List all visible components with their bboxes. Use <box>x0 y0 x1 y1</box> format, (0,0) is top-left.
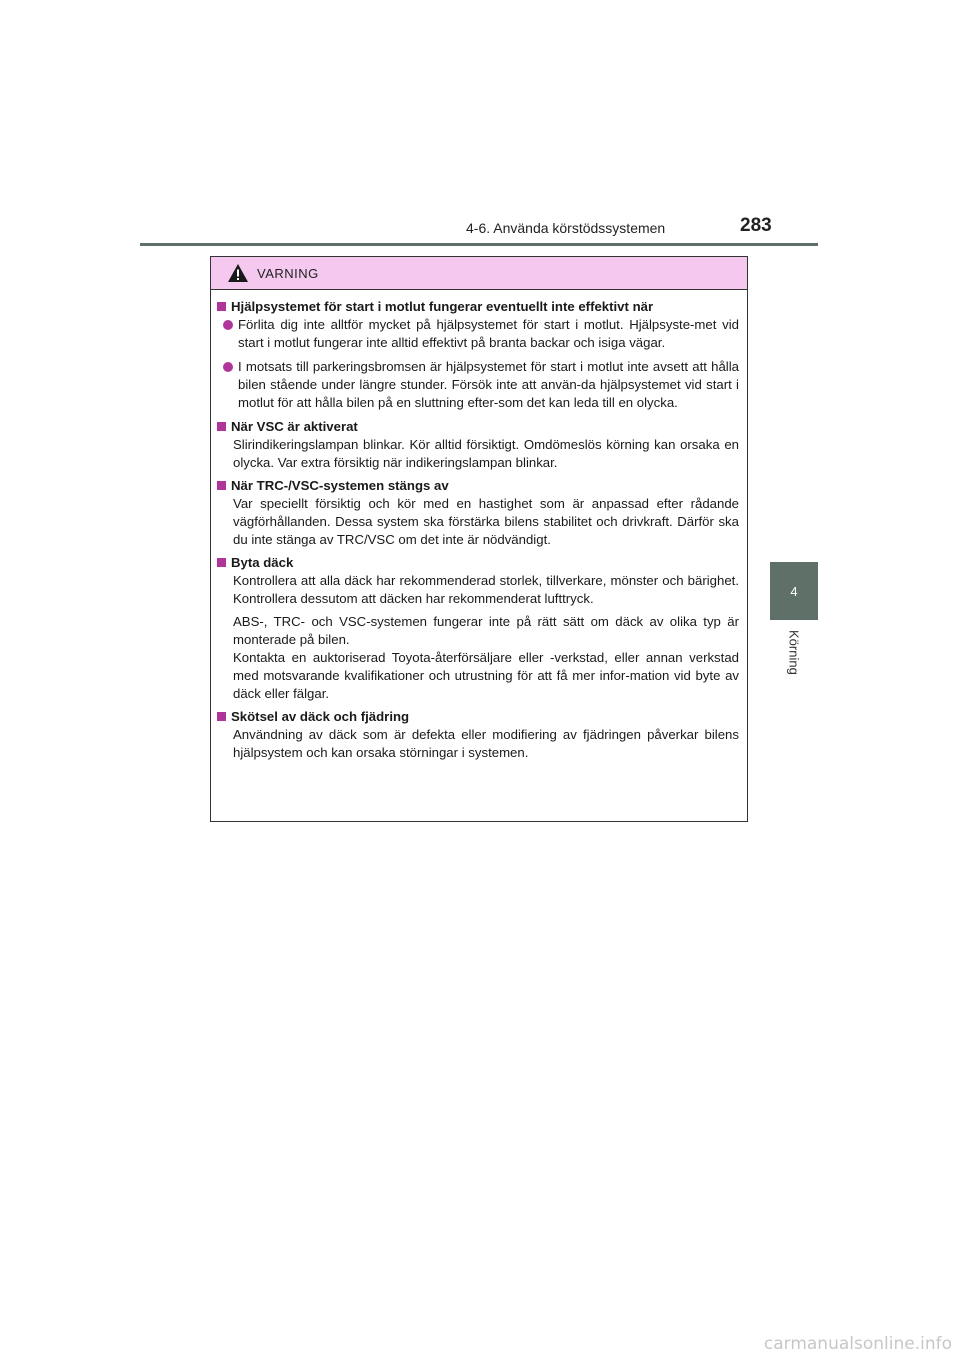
square-bullet-icon <box>217 712 226 721</box>
list-item <box>217 316 739 352</box>
section-paragraph: ABS-, TRC- och VSC-systemen fungerar inte på rätt sätt om däck av olika typ är monterade på bilen. <box>233 614 739 647</box>
list-item-text: I motsats till parkeringsbromsen är hjälpsystemet för start i motlut inte avsett att hålla bilen stående under längre stunder. Försök inte att använ-da hjälpsystemet vid start i motlut för att hålla bilen på en sluttning efter-som det kan leda till en olycka. <box>238 359 739 410</box>
chapter-number: 4 <box>790 583 798 599</box>
warning-triangle-icon <box>227 263 249 283</box>
warning-section-hill-start <box>217 298 739 412</box>
square-bullet-icon <box>217 481 226 490</box>
section-heading: Byta däck <box>231 555 294 570</box>
list-item <box>217 358 739 412</box>
square-bullet-icon <box>217 422 226 431</box>
section-heading: När TRC-/VSC-systemen stängs av <box>231 478 449 493</box>
round-bullet-icon <box>223 320 233 330</box>
warning-title: VARNING <box>257 265 319 281</box>
warning-section-trc-vsc-off <box>217 477 739 549</box>
section-paragraph: Användning av däck som är defekta eller modifiering av fjädringen påverkar bilens hjälpsystem och kan orsaka störningar i systemen. <box>233 727 739 760</box>
warning-body <box>211 290 747 762</box>
page-number: 283 <box>740 215 772 236</box>
section-heading: När VSC är aktiverat <box>231 419 358 434</box>
section-heading: Hjälpsystemet för start i motlut fungerar eventuellt inte effektivt när <box>231 299 654 314</box>
warning-section-tire-suspension <box>217 708 739 762</box>
round-bullet-icon <box>223 362 233 372</box>
section-paragraph: Slirindikeringslampan blinkar. Kör alltid försiktigt. Omdömeslös körning kan orsaka en olycka. Var extra försiktig när indikeringslampan blinkar. <box>233 437 739 470</box>
warning-box <box>210 256 748 822</box>
section-heading: Skötsel av däck och fjädring <box>231 709 410 724</box>
warning-header <box>211 257 747 290</box>
section-paragraph: Var speciellt försiktig och kör med en hastighet som är anpassad efter rådande vägförhållanden. Dessa system ska förstärka bilens stabilitet och drivkraft. Därför ska du inte stänga av TRC/VSC om det inte är nödvändigt. <box>233 496 739 547</box>
section-paragraph: Kontrollera att alla däck har rekommenderad storlek, tillverkare, mönster och bärighet. Kontrollera dessutom att däcken har rekommenderat lufttryck. <box>233 573 739 606</box>
warning-section-vsc-active <box>217 418 739 472</box>
chapter-tab <box>770 562 818 620</box>
section-paragraph: Kontakta en auktoriserad Toyota-återförsäljare eller -verkstad, eller annan verkstad med motsvarande kvalifikationer och utrustning för att få mer infor-mation vid byte av däck eller fälgar. <box>233 650 739 701</box>
list-item-text: Förlita dig inte alltför mycket på hjälpsystemet för start i motlut. Hjälpsyste-met vid start i motlut fungerar inte alltid effektivt på branta backar och isiga vägar. <box>238 317 739 350</box>
warning-section-tire-change <box>217 554 739 703</box>
watermark: carmanualsonline.info <box>763 1334 952 1354</box>
square-bullet-icon <box>217 558 226 567</box>
square-bullet-icon <box>217 302 226 311</box>
header-divider <box>140 243 818 246</box>
section-title: 4-6. Använda körstödssystemen <box>466 220 666 236</box>
chapter-label: Körning <box>786 630 802 675</box>
